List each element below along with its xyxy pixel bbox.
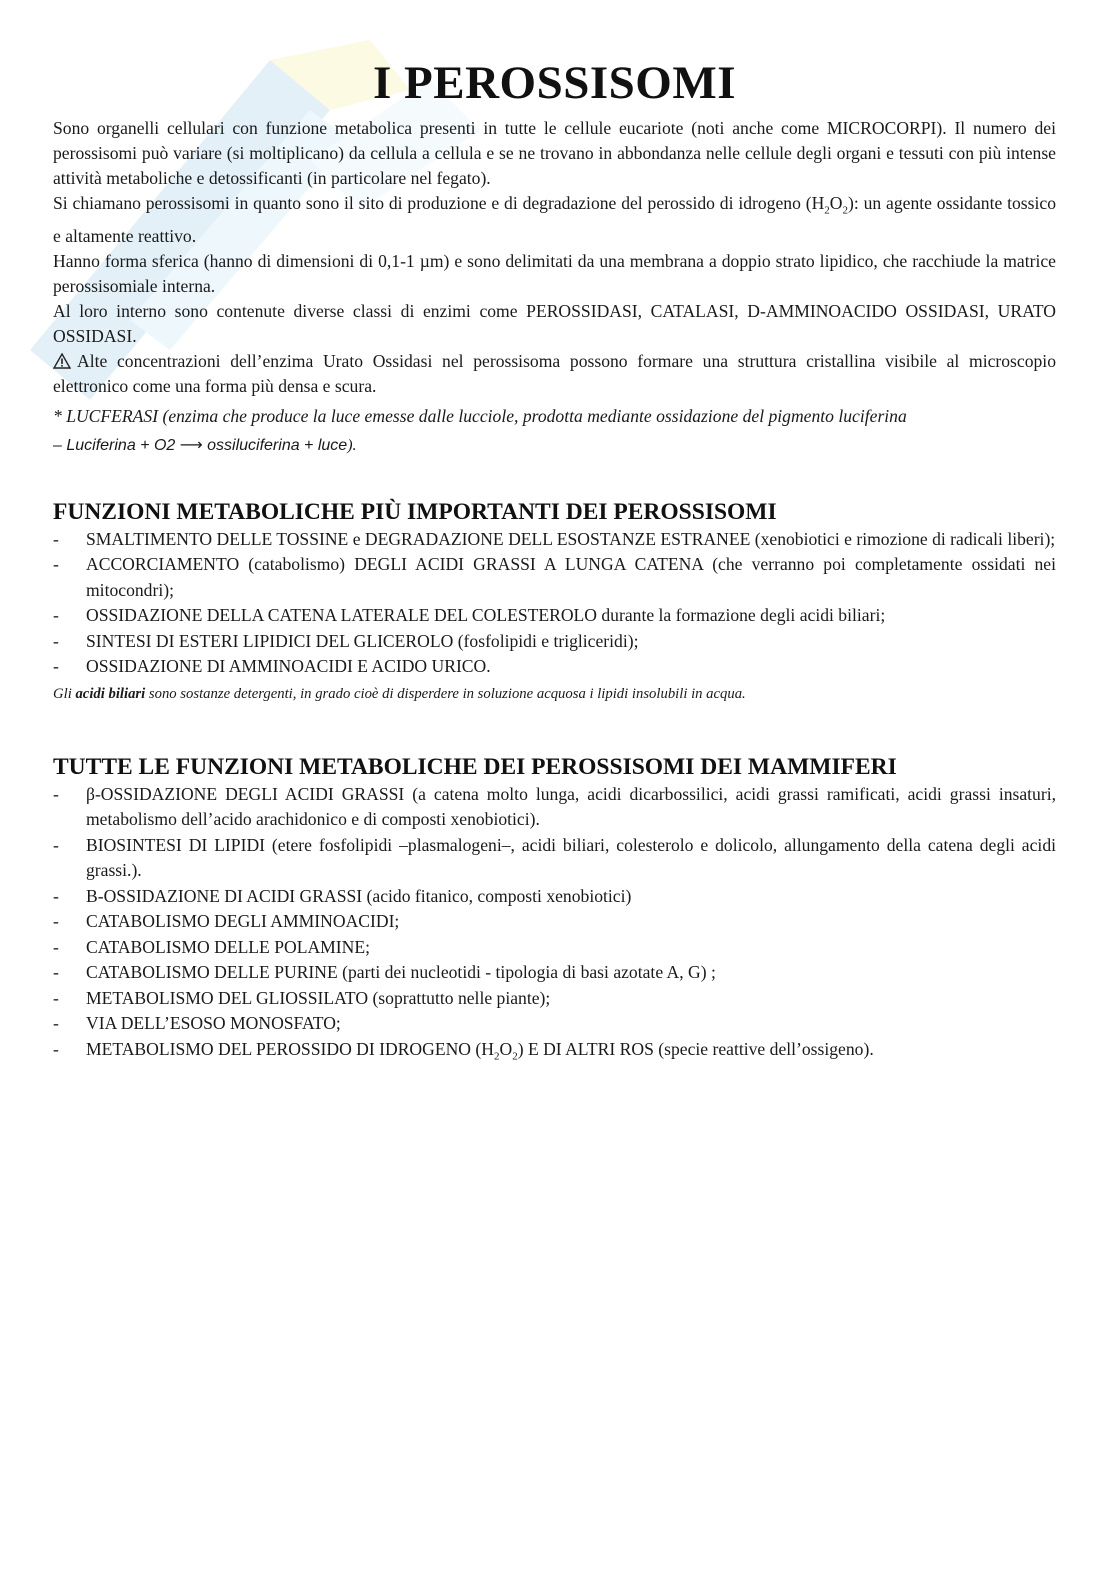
list-item-text-after: ) E DI ALTRI ROS (specie reattive dell’ossigeno). bbox=[517, 1038, 874, 1059]
list-dash: - bbox=[53, 528, 59, 549]
list-item bbox=[53, 986, 1056, 1012]
list-item-text: CATABOLISMO DEGLI AMMINOACIDI; bbox=[86, 911, 400, 932]
h2o2-text-before: Si chiamano perossisomi in quanto sono il sito di produzione e di degradazione del perossido di idrogeno (H bbox=[53, 193, 825, 213]
warning-text: Alte concentrazioni dell’enzima Urato Ossidasi nel perossisoma possono formare una struttura cristallina visibile al microscopio elettronico come una forma più densa e scura. bbox=[53, 350, 1056, 396]
page-title: I PEROSSISOMI bbox=[372, 57, 737, 109]
warning-icon bbox=[53, 353, 71, 369]
list-item-text: SMALTIMENTO DELLE TOSSINE e DEGRADAZIONE DELL ESOSTANZE ESTRANEE (xenobiotici e rimozione di radicali liberi); bbox=[86, 528, 1056, 549]
list-dash: - bbox=[53, 605, 59, 626]
warning-paragraph bbox=[53, 349, 1056, 399]
lucferasi-note: * LUCFERASI (enzima che produce la luce emesse dalle lucciole, prodotta mediante ossidazione del pigmento luciferina bbox=[53, 405, 907, 426]
list-item bbox=[53, 1037, 1056, 1070]
section-heading-all-functions: TUTTE LE FUNZIONI METABOLICHE DEI PEROSSISOMI DEI MAMMIFERI bbox=[53, 753, 897, 780]
list-item-text: VIA DELL’ESOSO MONOSFATO; bbox=[86, 1013, 341, 1034]
list-item bbox=[53, 654, 1056, 680]
list-dash: - bbox=[53, 554, 59, 575]
list-dash: - bbox=[53, 962, 59, 983]
bile-acids-note bbox=[53, 683, 1056, 705]
lucferasi-reaction-close: ). bbox=[347, 436, 357, 454]
list-item bbox=[53, 833, 1056, 884]
bile-note-suffix: sono sostanze detergenti, in grado cioè di disperdere in soluzione acquosa i lipidi insolubili in acqua. bbox=[145, 685, 746, 702]
list-item-text: B-OSSIDAZIONE DI ACIDI GRASSI (acido fitanico, composti xenobiotici) bbox=[86, 885, 632, 906]
list-item bbox=[53, 527, 1056, 553]
list-item bbox=[53, 603, 1056, 629]
list-item bbox=[53, 629, 1056, 655]
list-item bbox=[53, 909, 1056, 935]
list-dash: - bbox=[53, 936, 59, 957]
h2o2-sub-1: 2 bbox=[824, 204, 830, 217]
list-item bbox=[53, 552, 1056, 603]
list-item-text: CATABOLISMO DELLE POLAMINE; bbox=[86, 936, 370, 957]
lucferasi-reaction-text: – Luciferina + O2 ⟶ ossiluciferina + luce bbox=[53, 436, 348, 454]
list-item-text: BIOSINTESI DI LIPIDI (etere fosfolipidi –plasmalogeni–, acidi biliari, colesterolo e dolicolo, allungamento della catena degli acidi grassi.). bbox=[86, 834, 1056, 881]
list-item bbox=[53, 935, 1056, 961]
list-item bbox=[53, 960, 1056, 986]
list-dash: - bbox=[53, 630, 59, 651]
list-item bbox=[53, 884, 1056, 910]
lucferasi-reaction bbox=[53, 432, 1056, 460]
list-item-text: METABOLISMO DEL GLIOSSILATO (soprattutto nelle piante); bbox=[86, 987, 551, 1008]
list-dash: - bbox=[53, 656, 59, 677]
list-item bbox=[53, 1011, 1056, 1037]
list-dash: - bbox=[53, 834, 59, 855]
list-item-text: SINTESI DI ESTERI LIPIDICI DEL GLICEROLO (fosfolipidi e trigliceridi); bbox=[86, 630, 639, 651]
list-dash: - bbox=[53, 885, 59, 906]
h2o2-sub-2: 2 bbox=[842, 204, 849, 217]
list-item-text-before: METABOLISMO DEL PEROSSIDO DI IDROGENO (H bbox=[86, 1038, 494, 1059]
list-item-text: ACCORCIAMENTO (catabolismo) DEGLI ACIDI GRASSI A LUNGA CATENA (che verranno poi completamente ossidati nei mitocondri); bbox=[86, 554, 1056, 600]
list-dash: - bbox=[53, 911, 59, 932]
section-heading-important-functions: FUNZIONI METABOLICHE PIÙ IMPORTANTI DEI PEROSSISOMI bbox=[53, 498, 777, 525]
intro-paragraph-2: Hanno forma sferica (hanno di dimensioni di 0,1-1 µm) e sono delimitati da una membrana a doppio strato lipidico, che racchiude la matrice perossisomiale interna. bbox=[53, 250, 1056, 296]
list-item-text: β-OSSIDAZIONE DEGLI ACIDI GRASSI (a catena molto lunga, acidi dicarbossilici, acidi grassi ramificati, acidi grassi insaturi, metabolismo dell’acido arachidonico e di composti xenobiotici). bbox=[86, 783, 1056, 830]
list-item bbox=[53, 782, 1056, 833]
bile-note-prefix: Gli bbox=[53, 685, 76, 702]
list-dash: - bbox=[53, 1013, 59, 1034]
h2o2-text-after: ): un agente ossidante tossico e altamente reattivo. bbox=[53, 193, 1056, 246]
list-item-text: CATABOLISMO DELLE PURINE (parti dei nucleotidi - tipologia di basi azotate A, G) ; bbox=[86, 962, 716, 983]
all-functions-list bbox=[53, 782, 1056, 1070]
page-content bbox=[53, 56, 1056, 1070]
ros-sub-1: 2 bbox=[493, 1050, 500, 1063]
list-dash: - bbox=[53, 1038, 59, 1059]
ros-sub-2: 2 bbox=[512, 1050, 518, 1063]
list-dash: - bbox=[53, 783, 59, 804]
list-item-text: OSSIDAZIONE DELLA CATENA LATERALE DEL COLESTEROLO durante la formazione degli acidi biliari; bbox=[86, 605, 886, 626]
intro-paragraph-3: Al loro interno sono contenute diverse classi di enzimi come PEROSSIDASI, CATALASI, D-AMMINOACIDO OSSIDASI, URATO OSSIDASI. bbox=[53, 300, 1056, 346]
h2o2-text-mid: O bbox=[829, 193, 843, 213]
list-item-text-mid: O bbox=[499, 1038, 513, 1059]
h2o2-paragraph bbox=[53, 191, 1056, 249]
intro-paragraph-1: Sono organelli cellulari con funzione metabolica presenti in tutte le cellule eucariote (noti anche come MICROCORPI). Il numero dei perossisomi può variare (si moltiplicano) da cellula a cellula e se ne trovano in abbondanza nelle cellule degli organi e tessuti con più intense attività metaboliche e detossificanti (in particolare nel fegato). bbox=[53, 118, 1056, 188]
list-dash: - bbox=[53, 987, 59, 1008]
list-item-text: OSSIDAZIONE DI AMMINOACIDI E ACIDO URICO. bbox=[86, 656, 491, 677]
bile-note-bold: acidi biliari bbox=[75, 685, 146, 702]
important-functions-list bbox=[53, 527, 1056, 680]
